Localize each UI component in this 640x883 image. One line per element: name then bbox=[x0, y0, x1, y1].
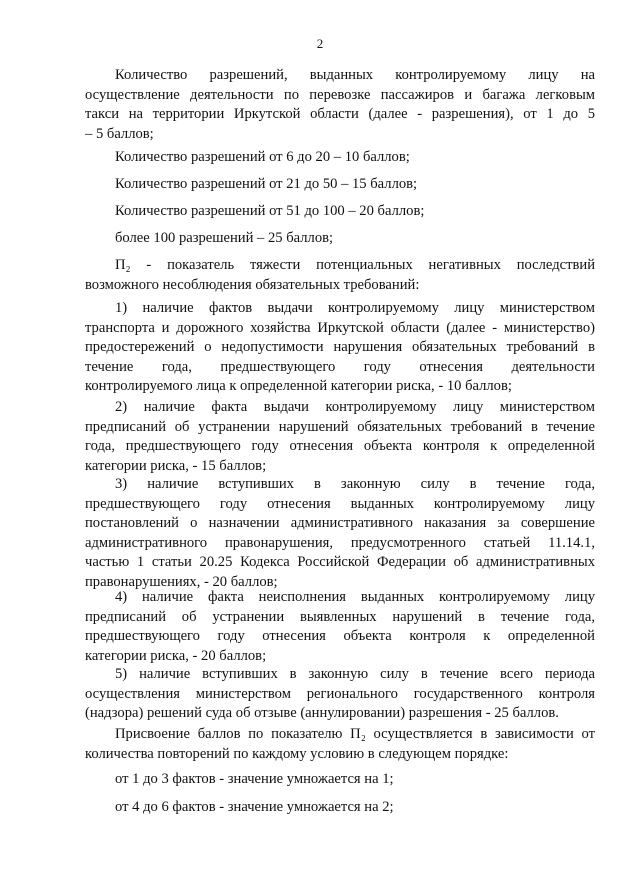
paragraph-item-1 bbox=[85, 299, 595, 397]
text-line: 2) наличие факта выдачи контролируемому лицу министерством bbox=[115, 399, 595, 415]
text-line: категории риска, - 15 баллов; bbox=[85, 457, 267, 474]
text-line: Присвоение баллов по показателю П₂ осуществляется в зависимости от bbox=[115, 726, 595, 742]
paragraph-permits-over-100: более 100 разрешений – 25 баллов; bbox=[115, 230, 334, 246]
text-line: предшествующего году отнесения выданных контролируемому лицу bbox=[85, 495, 595, 512]
paragraph-multiplier-1: от 1 до 3 фактов - значение умножается на 1; bbox=[115, 771, 394, 787]
text-line: П₂ - показатель тяжести потенциальных негативных последствий bbox=[115, 257, 595, 273]
text-line: течение года, предшествующего году отнесения деятельности bbox=[85, 358, 595, 375]
text-line: Количество разрешений, выданных контролируемому лицу на bbox=[115, 67, 595, 83]
text-line: контролируемого лица к определенной категории риска, - 10 баллов; bbox=[85, 378, 512, 395]
text-line: категории риска, - 20 баллов; bbox=[85, 647, 267, 664]
text-line: года, предшествующего году отнесения объекта контроля к определенной bbox=[85, 438, 595, 455]
paragraph-permits-51-100: Количество разрешений от 51 до 100 – 20 баллов; bbox=[115, 203, 425, 219]
paragraph-assignment bbox=[85, 725, 595, 764]
text-line: предписаний об устранении нарушений обязательных требований в течение bbox=[85, 418, 595, 435]
text-line: осуществления министерством регионального государственного контроля bbox=[85, 685, 595, 702]
text-line: 5) наличие вступивших в законную силу в течение всего периода bbox=[115, 666, 595, 682]
paragraph-item-5 bbox=[85, 665, 595, 724]
text-line: административного правонарушения, предусмотренного статьей 11.14.1, bbox=[85, 534, 595, 551]
text-line: такси на территории Иркутской области (далее - разрешения), от 1 до 5 bbox=[85, 106, 595, 123]
text-line: частью 1 статьи 20.25 Кодекса Российской Федерации об административных bbox=[85, 554, 595, 571]
text-line: 3) наличие вступивших в законную силу в течение года, bbox=[115, 476, 595, 492]
paragraph-multiplier-2: от 4 до 6 фактов - значение умножается на 2; bbox=[115, 799, 394, 815]
paragraph-permits-6-20: Количество разрешений от 6 до 20 – 10 баллов; bbox=[115, 149, 410, 165]
text-line: (надзора) решений суда об отзыве (аннулировании) разрешения - 25 баллов. bbox=[85, 705, 559, 722]
paragraph-item-4 bbox=[85, 588, 595, 666]
text-line: транспорта и дорожного хозяйства Иркутской области (далее - министерство) bbox=[85, 319, 595, 336]
paragraph-permits-count bbox=[85, 66, 595, 144]
text-line: осуществление деятельности по перевозке пассажиров и багажа легковым bbox=[85, 86, 595, 103]
text-line: правонарушениях, - 20 баллов; bbox=[85, 573, 278, 590]
text-line: предшествующего году отнесения объекта контроля к определенной bbox=[85, 628, 595, 645]
paragraph-item-3 bbox=[85, 475, 595, 593]
text-line: предписаний об устранении выявленных нарушений в течение года, bbox=[85, 608, 595, 625]
text-line: постановлений о назначении административного наказания за совершение bbox=[85, 515, 595, 532]
paragraph-item-2 bbox=[85, 398, 595, 476]
text-line: – 5 баллов; bbox=[85, 125, 154, 142]
text-line: предостережений о недопустимости нарушения обязательных требований в bbox=[85, 339, 595, 356]
paragraph-p2-intro bbox=[85, 256, 595, 295]
text-line: возможного несоблюдения обязательных требований: bbox=[85, 276, 420, 293]
text-line: 1) наличие фактов выдачи контролируемому лицу министерством bbox=[115, 300, 595, 316]
text-line: 4) наличие факта неисполнения выданных контролируемому лицу bbox=[115, 589, 595, 605]
text-line: количества повторений по каждому условию в следующем порядке: bbox=[85, 745, 509, 762]
page-number: 2 bbox=[316, 36, 324, 51]
paragraph-permits-21-50: Количество разрешений от 21 до 50 – 15 баллов; bbox=[115, 176, 418, 192]
